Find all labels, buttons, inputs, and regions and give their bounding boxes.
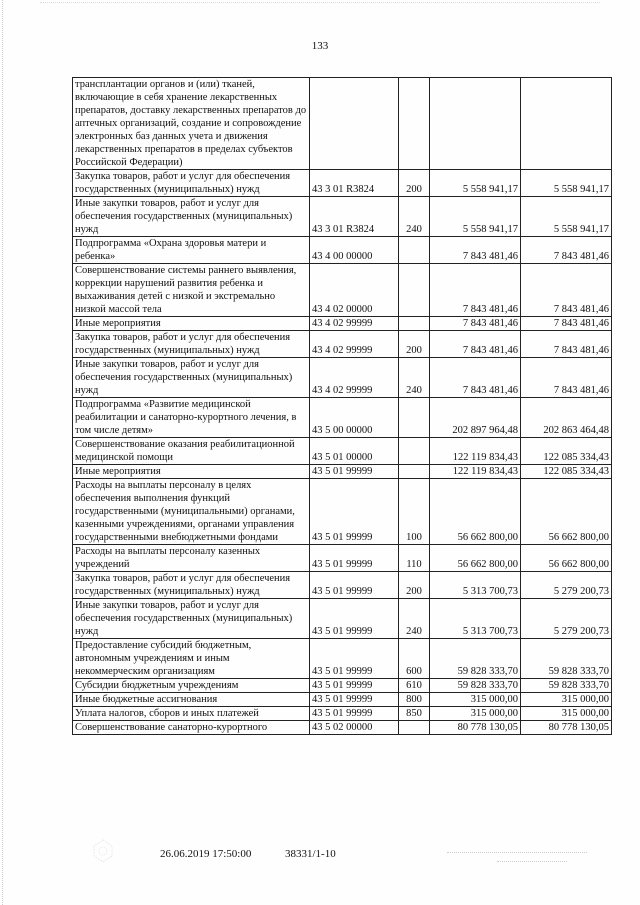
row-name-cell: Расходы на выплаты персоналу в целях обеспечения выполнения функций государственными (муниципальными) органами, казенными учреждениями, органами управления государственными внебюджетными фондами	[73, 479, 310, 545]
row-sum-2021-cell: 5 279 200,73	[521, 572, 612, 599]
row-code-cell: 43 4 02 99999	[310, 331, 399, 358]
table-row	[73, 479, 612, 545]
budget-table	[72, 77, 612, 735]
row-sum-2021-cell: 122 085 334,43	[521, 438, 612, 465]
row-sum-2020-cell: 59 828 333,70	[430, 639, 521, 679]
row-code-cell: 43 5 01 99999	[310, 572, 399, 599]
row-expense-type-cell	[399, 398, 430, 438]
row-expense-type-cell: 100	[399, 479, 430, 545]
row-expense-type-cell: 200	[399, 331, 430, 358]
row-code-cell: 43 4 00 00000	[310, 237, 399, 264]
row-sum-2020-cell	[430, 78, 521, 170]
row-sum-2021-cell: 56 662 800,00	[521, 545, 612, 572]
row-sum-2021-cell: 7 843 481,46	[521, 331, 612, 358]
table-row	[73, 398, 612, 438]
row-code-cell: 43 4 02 99999	[310, 317, 399, 331]
table-row	[73, 170, 612, 197]
row-name-cell: трансплантации органов и (или) тканей, включающие в себя хранение лекарственных препаратов, доставку лекарственных препаратов до аптечных организаций, создание и сопровождение электронных баз данных учета и движения лекарственных препаратов в пределах субъектов Российской Федерации)	[73, 78, 310, 170]
row-expense-type-cell: 600	[399, 639, 430, 679]
row-sum-2020-cell: 56 662 800,00	[430, 479, 521, 545]
row-name-cell: Уплата налогов, сборов и иных платежей	[73, 707, 310, 721]
row-code-cell: 43 5 00 00000	[310, 398, 399, 438]
row-sum-2020-cell: 80 778 130,05	[430, 721, 521, 735]
row-code-cell: 43 4 02 00000	[310, 264, 399, 317]
row-sum-2021-cell: 80 778 130,05	[521, 721, 612, 735]
row-expense-type-cell	[399, 721, 430, 735]
scan-top-noise	[40, 2, 600, 4]
row-name-cell: Совершенствование оказания реабилитационной медицинской помощи	[73, 438, 310, 465]
row-sum-2021-cell: 7 843 481,46	[521, 264, 612, 317]
row-expense-type-cell: 240	[399, 599, 430, 639]
row-sum-2021-cell: 315 000,00	[521, 707, 612, 721]
row-expense-type-cell: 200	[399, 572, 430, 599]
row-code-cell: 43 5 01 99999	[310, 707, 399, 721]
row-sum-2021-cell: 7 843 481,46	[521, 317, 612, 331]
faint-stamp-watermark	[447, 844, 597, 862]
row-code-cell: 43 5 02 00000	[310, 721, 399, 735]
row-sum-2020-cell: 5 313 700,73	[430, 572, 521, 599]
row-name-cell: Совершенствование системы раннего выявления, коррекции нарушений развития ребенка и выхаживания детей с низкой и экстремально низкой массой тела	[73, 264, 310, 317]
table-row	[73, 331, 612, 358]
row-sum-2021-cell: 7 843 481,46	[521, 358, 612, 398]
row-name-cell: Закупка товаров, работ и услуг для обеспечения государственных (муниципальных) нужд	[73, 331, 310, 358]
table-row	[73, 438, 612, 465]
row-expense-type-cell	[399, 438, 430, 465]
row-sum-2021-cell: 59 828 333,70	[521, 679, 612, 693]
table-row	[73, 679, 612, 693]
footer-datetime: 26.06.2019 17:50:00	[160, 848, 252, 860]
table-row	[73, 572, 612, 599]
row-sum-2020-cell: 7 843 481,46	[430, 358, 521, 398]
table-row	[73, 707, 612, 721]
row-code-cell: 43 5 01 99999	[310, 599, 399, 639]
row-code-cell: 43 5 01 00000	[310, 438, 399, 465]
table-row	[73, 599, 612, 639]
row-code-cell: 43 3 01 R3824	[310, 197, 399, 237]
row-code-cell: 43 5 01 99999	[310, 465, 399, 479]
row-code-cell: 43 3 01 R3824	[310, 170, 399, 197]
table-row	[73, 358, 612, 398]
row-code-cell: 43 5 01 99999	[310, 545, 399, 572]
row-expense-type-cell: 610	[399, 679, 430, 693]
budget-table-body	[73, 78, 612, 735]
row-name-cell: Иные закупки товаров, работ и услуг для обеспечения государственных (муниципальных) нужд	[73, 197, 310, 237]
row-expense-type-cell	[399, 317, 430, 331]
row-name-cell: Субсидии бюджетным учреждениям	[73, 679, 310, 693]
table-row	[73, 237, 612, 264]
row-expense-type-cell: 850	[399, 707, 430, 721]
table-row	[73, 197, 612, 237]
row-name-cell: Совершенствование санаторно-курортного	[73, 721, 310, 735]
row-sum-2020-cell: 7 843 481,46	[430, 317, 521, 331]
row-name-cell: Иные бюджетные ассигнования	[73, 693, 310, 707]
row-expense-type-cell: 240	[399, 197, 430, 237]
table-row	[73, 721, 612, 735]
row-code-cell: 43 5 01 99999	[310, 679, 399, 693]
row-expense-type-cell	[399, 78, 430, 170]
row-code-cell	[310, 78, 399, 170]
stamp-icon	[92, 838, 114, 864]
row-sum-2020-cell: 315 000,00	[430, 707, 521, 721]
row-expense-type-cell: 200	[399, 170, 430, 197]
row-sum-2021-cell	[521, 78, 612, 170]
row-sum-2021-cell: 315 000,00	[521, 693, 612, 707]
footer-doc-number: 38331/1-10	[285, 848, 336, 860]
row-sum-2020-cell: 202 897 964,48	[430, 398, 521, 438]
row-sum-2020-cell: 315 000,00	[430, 693, 521, 707]
row-sum-2020-cell: 122 119 834,43	[430, 465, 521, 479]
row-expense-type-cell	[399, 237, 430, 264]
row-sum-2021-cell: 59 828 333,70	[521, 639, 612, 679]
table-row	[73, 465, 612, 479]
row-name-cell: Подпрограмма «Развитие медицинской реабилитации и санаторно-курортного лечения, в том числе детям»	[73, 398, 310, 438]
row-expense-type-cell	[399, 264, 430, 317]
table-row	[73, 639, 612, 679]
row-code-cell: 43 4 02 99999	[310, 358, 399, 398]
row-name-cell: Иные мероприятия	[73, 465, 310, 479]
row-name-cell: Закупка товаров, работ и услуг для обеспечения государственных (муниципальных) нужд	[73, 170, 310, 197]
row-expense-type-cell: 240	[399, 358, 430, 398]
table-row	[73, 545, 612, 572]
row-expense-type-cell	[399, 465, 430, 479]
row-sum-2021-cell: 7 843 481,46	[521, 237, 612, 264]
row-sum-2021-cell: 5 558 941,17	[521, 197, 612, 237]
scan-left-edge	[2, 0, 4, 905]
row-sum-2021-cell: 122 085 334,43	[521, 465, 612, 479]
row-code-cell: 43 5 01 99999	[310, 693, 399, 707]
row-code-cell: 43 5 01 99999	[310, 639, 399, 679]
row-name-cell: Иные закупки товаров, работ и услуг для обеспечения государственных (муниципальных) нужд	[73, 599, 310, 639]
row-sum-2020-cell: 5 558 941,17	[430, 170, 521, 197]
row-sum-2020-cell: 7 843 481,46	[430, 264, 521, 317]
row-name-cell: Иные закупки товаров, работ и услуг для обеспечения государственных (муниципальных) нужд	[73, 358, 310, 398]
row-sum-2020-cell: 5 313 700,73	[430, 599, 521, 639]
table-row	[73, 264, 612, 317]
row-sum-2020-cell: 7 843 481,46	[430, 237, 521, 264]
row-sum-2020-cell: 7 843 481,46	[430, 331, 521, 358]
row-expense-type-cell: 110	[399, 545, 430, 572]
row-sum-2021-cell: 5 279 200,73	[521, 599, 612, 639]
row-sum-2020-cell: 122 119 834,43	[430, 438, 521, 465]
row-sum-2021-cell: 5 558 941,17	[521, 170, 612, 197]
row-name-cell: Подпрограмма «Охрана здоровья матери и ребенка»	[73, 237, 310, 264]
table-row	[73, 693, 612, 707]
row-sum-2020-cell: 59 828 333,70	[430, 679, 521, 693]
row-name-cell: Расходы на выплаты персоналу казенных учреждений	[73, 545, 310, 572]
row-sum-2020-cell: 56 662 800,00	[430, 545, 521, 572]
row-sum-2021-cell: 56 662 800,00	[521, 479, 612, 545]
row-expense-type-cell: 800	[399, 693, 430, 707]
table-row	[73, 317, 612, 331]
row-sum-2020-cell: 5 558 941,17	[430, 197, 521, 237]
row-sum-2021-cell: 202 863 464,48	[521, 398, 612, 438]
row-code-cell: 43 5 01 99999	[310, 479, 399, 545]
row-name-cell: Предоставление субсидий бюджетным, автономным учреждениям и иным некоммерческим организациям	[73, 639, 310, 679]
row-name-cell: Иные мероприятия	[73, 317, 310, 331]
table-row	[73, 78, 612, 170]
page-number: 133	[311, 40, 329, 52]
row-name-cell: Закупка товаров, работ и услуг для обеспечения государственных (муниципальных) нужд	[73, 572, 310, 599]
